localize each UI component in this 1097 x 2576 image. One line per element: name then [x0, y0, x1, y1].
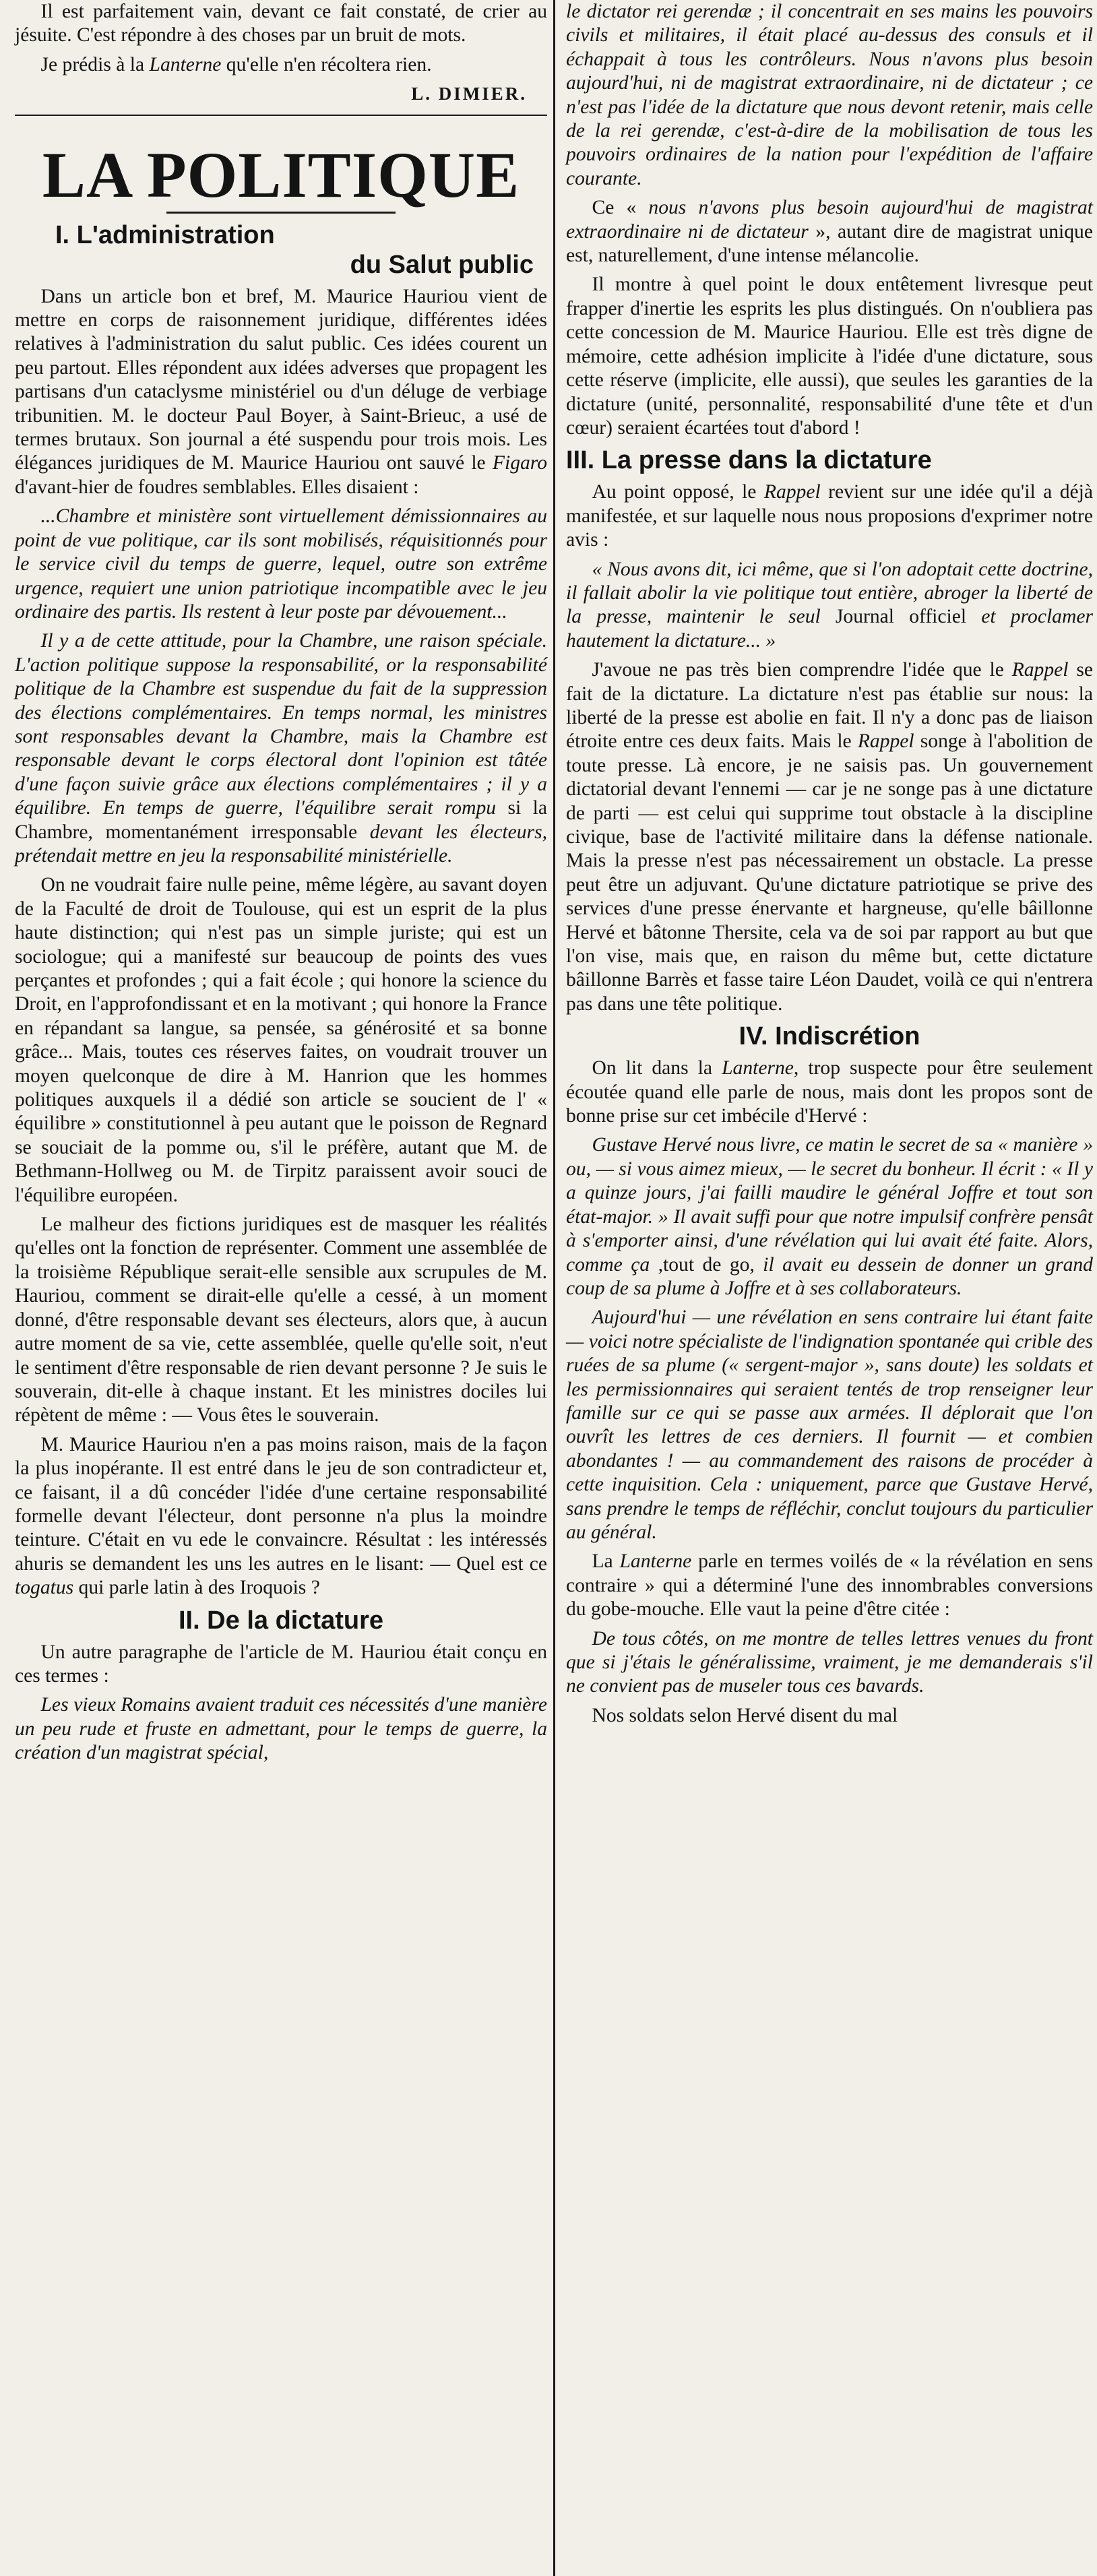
- column-rule: [553, 0, 555, 2576]
- quotation: Il y a de cette attitude, pour la Chambre, une raison spéciale. L'action politique suppose la responsabilité, or la responsabilité politique de la Chambre est suspendue du fait de la suppression des élections complémentaires. En temps normal, les ministres sont responsables devant la Chambre, mais la Chambre est responsable devant le corps électoral dont l'opinion est tâtée d'une façon suivie grâce aux élections complémentaires ; il y a équilibre. En temps de guerre, l'équilibre serait rompu si la Chambre, momentanément irresponsable devant les électeurs, prétendait mettre en jeu la responsabilité ministérielle.: [15, 630, 547, 867]
- section-1-title: I. L'administration du Salut public: [55, 220, 534, 279]
- section-4-title: IV. Indiscrétion: [739, 1022, 920, 1051]
- divider: [15, 115, 547, 116]
- quotation: « Nous avons dit, ici même, que si l'on adoptait cette doctrine, il fallait abolir la vie politique tout entière, abroger la liberté de la presse, maintenir le seul Journal officiel et proclamer hautement la dictature... »: [566, 558, 1093, 652]
- author-signature: L. DIMIER.: [411, 84, 527, 104]
- article-paragraph: Nos soldats selon Hervé disent du mal: [592, 1704, 898, 1726]
- article-paragraph: Il montre à quel point le doux entêtement livresque peut frapper d'inertie les esprits les plus distingués. On n'oubliera pas cette concession de M. Maurice Hauriou. Elle est très digne de mémoire, cette adhésion implicite à l'idée d'une dictature, sous cette réserve (implicite, elle aussi), que seules les garanties de la dictature (unité, personnalité, responsabilité d'une tête et d'un cœur) seraient écartées tout d'abord !: [566, 274, 1093, 439]
- section-2-title: II. De la dictature: [178, 1606, 384, 1635]
- right-column: [566, 0, 1093, 1733]
- quotation: ...Chambre et ministère sont virtuellement démissionnaires au point de vue politique, car ils sont mobilisés, réquisitionnés pour le service civil du temps de guerre, lequel, outre son extrême urgence, requiert une union patriotique incompatible avec le jeu ordinaire des partis. Ils restent à leur poste par dévouement...: [15, 505, 547, 623]
- section-3-title: III. La presse dans la dictature: [566, 446, 932, 475]
- quotation: De tous côtés, on me montre de telles lettres venues du front que si j'étais le généralissime, vraiment, je me demanderais s'il ne convient pas de museler tous ces bavards.: [566, 1627, 1093, 1697]
- article-paragraph: Un autre paragraphe de l'article de M. Hauriou était conçu en ces termes :: [15, 1641, 547, 1687]
- intro-paragraph: Il est parfaitement vain, devant ce fait constaté, de crier au jésuite. C'est répondre à des choses par un bruit de mots.: [15, 1, 547, 46]
- article-paragraph: On lit dans la Lanterne, trop suspecte pour être seulement écoutée quand elle parle de nous, mais dont les propos sont de bonne prise sur cet imbécile d'Hervé :: [566, 1057, 1093, 1127]
- article-paragraph: Le malheur des fictions juridiques est de masquer les réalités qu'elles ont la fonction de représenter. Comment une assemblée de la troisième République serait-elle sensible aux scrupules de M. Hauriou, comment se dirait-elle qu'elle a cessé, à un moment donné, d'être responsable devant ses électeurs, alors que, à aucun autre moment de sa vie, cette assemblée, quelle qu'elle soit, n'eut le sentiment d'être responsable de rien devant personne ? Je suis le souverain, dit-elle à chaque instant. Et les ministres dociles lui répètent de même : — Vous êtes le souverain.: [15, 1214, 547, 1426]
- article-paragraph: Ce « nous n'avons plus besoin aujourd'hui de magistrat extraordinaire ni de dictateur », autant dire de magistrat unique est, naturellement, d'une intense mélancolie.: [566, 197, 1094, 267]
- article-paragraph: Au point opposé, le Rappel revient sur une idée qu'il a déjà manifestée, et sur laquelle nous nous proposions d'exprimer notre avis :: [566, 481, 1093, 551]
- article-paragraph: La Lanterne parle en termes voilés de « la révélation en sens contraire » qui a déterminé l'une des innombrables conversions du gobe-mouche. Elle vaut la peine d'être citée :: [566, 1550, 1093, 1621]
- section-masthead: LA POLITIQUE: [42, 138, 520, 211]
- left-column: [15, 0, 547, 1771]
- article-paragraph: M. Maurice Hauriou n'en a pas moins raison, mais de la façon la plus inopérante. Il est entré dans le jeu de son contradicteur et, ce faisant, il a dû concéder l'idée d'une certaine responsabilité formelle devant l'électeur, dont personne n'a plus la moindre teinture. C'était en vu ede le convaincre. Résultat : les intéressés ahuris se demandent les uns les autres en le lisant: — Quel est ce togatus qui parle latin à des Iroquois ?: [15, 1433, 547, 1599]
- article-paragraph: J'avoue ne pas très bien comprendre l'idée que le Rappel se fait de la dictature. La dictature n'est pas établie sur nous: la liberté de la presse est abolie en fait. Il n'y a donc pas de liaison étroite entre ces deux faits. Mais le Rappel songe à l'abolition de toute presse. Là encore, je ne saisis pas. Un gouvernement dictatorial devant l'ennemi — car je ne songe pas à une dictature de parti — est celui qui supprime tout obstacle à la discipline civique, base de l'activité militaire dans la défense nationale. Mais la presse n'est pas nécessairement un obstacle. La presse peut être un adjuvant. Qu'une dictature patriotique se prive des services d'une presse énervante et hargneuse, qu'elle bâillonne Hervé et bâtonne Thersite, cela va de soi par rapport au but que l'on vise, mais que, en raison du même but, cette dictature bâillonne Barrès et fasse taire Léon Daudet, voilà ce qui n'entrera pas dans une tête politique.: [566, 659, 1094, 1015]
- quotation: le dictator rei gerendæ ; il concentrait en ses mains les pouvoirs civils et militaires, il était placé au-dessus des consuls et il échappait à tous les contrôleurs. Nous n'avons plus besoin aujourd'hui, ni de magistrat extraordinaire, ni de dictateur ; ce n'est pas l'idée de la dictature que nous devont retenir, mais celle de la rei gerendæ, c'est-à-dire de la mobilisation de tous les pouvoirs ordinaires de la nation pour l'expédition de l'affaire courante.: [566, 1, 1093, 189]
- quotation: Gustave Hervé nous livre, ce matin le secret de sa « manière » ou, — si vous aimez mieux, — le secret du bonheur. Il écrit : « Il y a quinze jours, j'ai failli maudire le général Joffre et tout son état-major. » Il avait suffi pour que notre impulsif confrère pensât à s'emporter ainsi, d'une révélation qui lui avait été faite. Alors, comme ça ,tout de go, il avait eu dessein de donner un grand coup de sa plume à Joffre et à ses collaborateurs.: [566, 1134, 1093, 1299]
- quotation: Les vieux Romains avaient traduit ces nécessités d'une manière un peu rude et fruste en admettant, pour le temps de guerre, la création d'un magistrat spécial,: [15, 1694, 547, 1764]
- article-paragraph: Dans un article bon et bref, M. Maurice Hauriou vient de mettre en corps de raisonnement juridique, différentes idées relatives à l'administration du salut public. Ces idées courent un peu partout. Elles répondent aux idées adverses que propagent les partisans d'un cataclysme ministériel ou d'un déluge de verbiage tribunitien. M. le docteur Paul Boyer, à Saint-Brieuc, a usé de termes brutaux. Son journal a été suspendu pour trois mois. Les élégances juridiques de M. Maurice Hauriou ont sauvé le Figaro d'avant-hier de foudres semblables. Elles disaient :: [15, 285, 547, 498]
- intro-paragraph-2: Je prédis à la Lanterne qu'elle n'en récoltera rien.: [40, 53, 432, 75]
- article-paragraph: On ne voudrait faire nulle peine, même légère, au savant doyen de la Faculté de droit de Toulouse, qui est un esprit de la plus haute distinction; qui n'est pas un simple juriste; qui est un sociologue; qui a manifesté sur beaucoup de points des vues perçantes et profondes ; qui a fait école ; qui honore la science du Droit, en l'approfondissant et en la motivant ; qui honore la France en répandant sa langue, sa pensée, sa générosité et sa bonne grâce... Mais, toutes ces réserves faites, on voudrait trouver un moyen quelconque de dire à M. Hanrion que les hommes politiques auxquels il a dédié son article se soucient de l' « équilibre » constitutionnel à peu autant que le poisson de Regnard se souciait de la pomme ou, s'il le préfère, autant que M. de Bethmann-Hollweg ou M. de Tirpitz paraissent avoir souci de l'équilibre européen.: [15, 874, 547, 1206]
- masthead-underline: [166, 212, 396, 214]
- quotation: Aujourd'hui — une révélation en sens contraire lui étant faite — voici notre spécialiste de l'indignation spontanée qui crible des ruées de sa plume (« sergent-major », sans doute) les soldats et les permissionnaires qui seraient tentés de trop renseigner leur famille sur ce qui se passe aux armées. Il déplorait que l'on ouvrît les lettres de ces derniers. Il fournit — et combien abondantes ! — au commandement des raisons de procéder à cette inquisition. Cela : uniquement, parce que Gustave Hervé, sans prendre le temps de réfléchir, conclut toujours du particulier au général.: [566, 1307, 1093, 1543]
